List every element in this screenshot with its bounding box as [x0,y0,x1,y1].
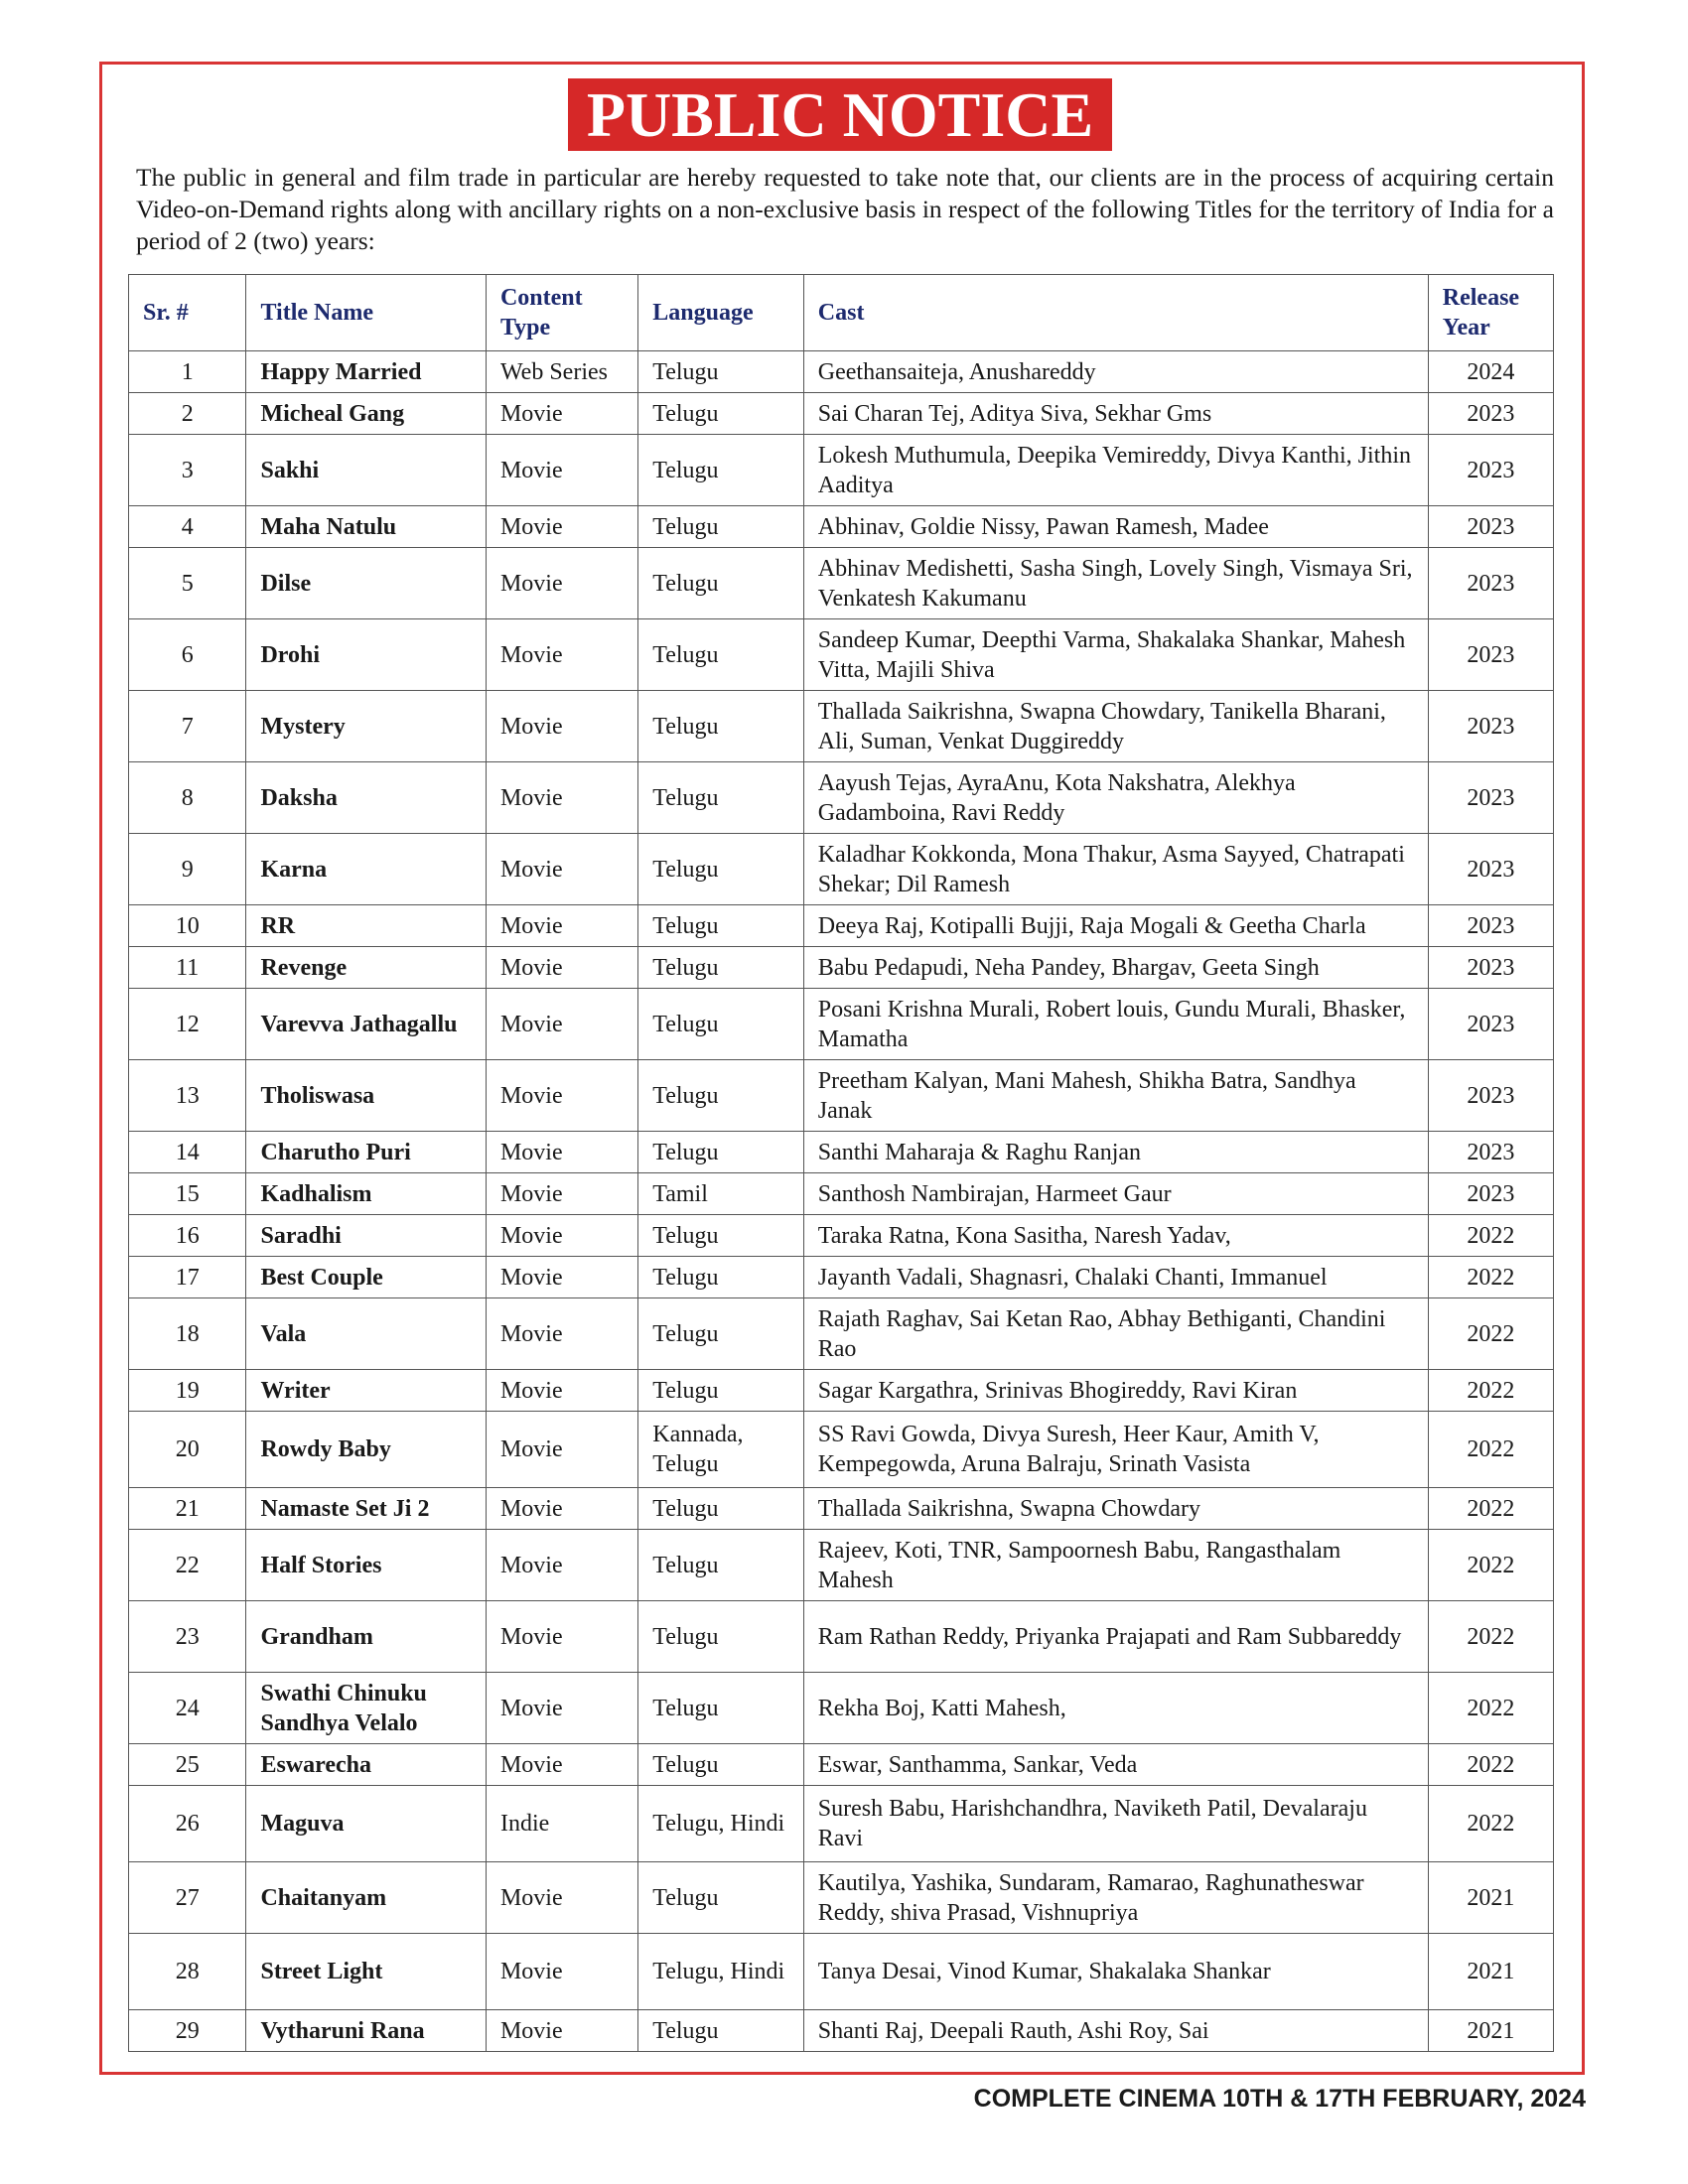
cell-cast: Posani Krishna Murali, Robert louis, Gundu Murali, Bhasker, Mamatha [803,989,1428,1060]
table-row [129,506,1554,548]
table-row [129,1257,1554,1298]
cell-content-type: Indie [486,1786,637,1862]
cell-cast: Taraka Ratna, Kona Sasitha, Naresh Yadav, [803,1215,1428,1257]
cell-cast: Rajeev, Koti, TNR, Sampoornesh Babu, Rangasthalam Mahesh [803,1530,1428,1601]
cell-language: Telugu [638,1370,804,1412]
cell-sr: 6 [129,619,246,691]
cell-title: Charutho Puri [246,1132,486,1173]
header-cast: Cast [803,275,1428,351]
cell-cast: Eswar, Santhamma, Sankar, Veda [803,1744,1428,1786]
cell-release-year: 2022 [1428,1215,1553,1257]
cell-sr: 20 [129,1412,246,1488]
cell-release-year: 2022 [1428,1786,1553,1862]
cell-language: Telugu, Hindi [638,1786,804,1862]
table-row [129,1601,1554,1673]
cell-cast: Abhinav, Goldie Nissy, Pawan Ramesh, Madee [803,506,1428,548]
cell-release-year: 2023 [1428,762,1553,834]
cell-release-year: 2022 [1428,1257,1553,1298]
cell-title: Micheal Gang [246,393,486,435]
table-row [129,762,1554,834]
notice-heading: PUBLIC NOTICE [568,78,1112,151]
notice-intro: The public in general and film trade in particular are hereby requested to take note that, our clients are in the process of acquiring certain Video-on-Demand rights along with ancillary rights on a non-exclusive basis in respect of the following Titles for the territory of India for a period of 2 (two) years: [136,163,1554,255]
cell-language: Telugu [638,435,804,506]
cell-sr: 1 [129,351,246,393]
cell-content-type: Web Series [486,351,637,393]
header-sr: Sr. # [129,275,246,351]
table-row [129,691,1554,762]
header-content-type: Content Type [486,275,637,351]
table-row [129,905,1554,947]
cell-sr: 10 [129,905,246,947]
cell-content-type: Movie [486,435,637,506]
table-row [129,619,1554,691]
cell-title: Chaitanyam [246,1862,486,1934]
cell-content-type: Movie [486,905,637,947]
cell-language: Telugu [638,1215,804,1257]
cell-title: Vala [246,1298,486,1370]
table-row [129,351,1554,393]
header-release-year: Release Year [1428,275,1553,351]
cell-language: Telugu [638,393,804,435]
cell-cast: Deeya Raj, Kotipalli Bujji, Raja Mogali & Geetha Charla [803,905,1428,947]
cell-content-type: Movie [486,1060,637,1132]
table-row [129,1786,1554,1862]
cell-sr: 23 [129,1601,246,1673]
table-row [129,989,1554,1060]
cell-language: Telugu [638,905,804,947]
table-header-row [129,275,1554,351]
cell-language: Telugu [638,1488,804,1530]
cell-sr: 9 [129,834,246,905]
cell-cast: Santhi Maharaja & Raghu Ranjan [803,1132,1428,1173]
cell-content-type: Movie [486,691,637,762]
cell-cast: Sagar Kargathra, Srinivas Bhogireddy, Ravi Kiran [803,1370,1428,1412]
table-body [129,351,1554,2052]
cell-cast: Aayush Tejas, AyraAnu, Kota Nakshatra, Alekhya Gadamboina, Ravi Reddy [803,762,1428,834]
cell-cast: Rekha Boj, Katti Mahesh, [803,1673,1428,1744]
cell-title: Kadhalism [246,1173,486,1215]
cell-content-type: Movie [486,548,637,619]
cell-title: Writer [246,1370,486,1412]
cell-language: Telugu [638,691,804,762]
cell-sr: 8 [129,762,246,834]
table-row [129,435,1554,506]
table-row [129,548,1554,619]
cell-release-year: 2023 [1428,435,1553,506]
cell-sr: 19 [129,1370,246,1412]
cell-release-year: 2023 [1428,1132,1553,1173]
cell-content-type: Movie [486,762,637,834]
table-row [129,1298,1554,1370]
cell-sr: 18 [129,1298,246,1370]
cell-content-type: Movie [486,989,637,1060]
cell-sr: 11 [129,947,246,989]
cell-title: Street Light [246,1934,486,2010]
cell-language: Telugu, Hindi [638,1934,804,2010]
cell-content-type: Movie [486,1370,637,1412]
cell-language: Telugu [638,1601,804,1673]
cell-cast: Sai Charan Tej, Aditya Siva, Sekhar Gms [803,393,1428,435]
cell-sr: 14 [129,1132,246,1173]
cell-cast: Kautilya, Yashika, Sundaram, Ramarao, Raghunatheswar Reddy, shiva Prasad, Vishnupriya [803,1862,1428,1934]
cell-language: Telugu [638,989,804,1060]
cell-cast: Santhosh Nambirajan, Harmeet Gaur [803,1173,1428,1215]
cell-sr: 15 [129,1173,246,1215]
cell-sr: 7 [129,691,246,762]
publication-footer: COMPLETE CINEMA 10TH & 17TH FEBRUARY, 2024 [973,2085,1586,2113]
cell-title: Best Couple [246,1257,486,1298]
cell-language: Telugu [638,1530,804,1601]
cell-cast: Preetham Kalyan, Mani Mahesh, Shikha Batra, Sandhya Janak [803,1060,1428,1132]
table-row [129,1412,1554,1488]
cell-title: Half Stories [246,1530,486,1601]
cell-sr: 3 [129,435,246,506]
table-row [129,1173,1554,1215]
cell-release-year: 2023 [1428,548,1553,619]
cell-title: Swathi Chinuku Sandhya Velalo [246,1673,486,1744]
cell-language: Telugu [638,548,804,619]
cell-language: Telugu [638,1257,804,1298]
table-row [129,834,1554,905]
cell-release-year: 2022 [1428,1488,1553,1530]
cell-cast: Sandeep Kumar, Deepthi Varma, Shakalaka Shankar, Mahesh Vitta, Majili Shiva [803,619,1428,691]
cell-release-year: 2021 [1428,1934,1553,2010]
cell-sr: 29 [129,2010,246,2052]
cell-content-type: Movie [486,1257,637,1298]
cell-cast: Kaladhar Kokkonda, Mona Thakur, Asma Sayyed, Chatrapati Shekar; Dil Ramesh [803,834,1428,905]
cell-sr: 2 [129,393,246,435]
cell-content-type: Movie [486,619,637,691]
cell-title: Maguva [246,1786,486,1862]
cell-title: Maha Natulu [246,506,486,548]
cell-release-year: 2023 [1428,506,1553,548]
cell-release-year: 2022 [1428,1370,1553,1412]
table-row [129,1488,1554,1530]
cell-language: Telugu [638,619,804,691]
cell-cast: Suresh Babu, Harishchandhra, Naviketh Patil, Devalaraju Ravi [803,1786,1428,1862]
cell-cast: Abhinav Medishetti, Sasha Singh, Lovely Singh, Vismaya Sri, Venkatesh Kakumanu [803,548,1428,619]
cell-content-type: Movie [486,1215,637,1257]
cell-title: Varevva Jathagallu [246,989,486,1060]
cell-content-type: Movie [486,1530,637,1601]
cell-release-year: 2023 [1428,947,1553,989]
cell-language: Telugu [638,834,804,905]
cell-release-year: 2022 [1428,1673,1553,1744]
cell-release-year: 2023 [1428,619,1553,691]
cell-sr: 13 [129,1060,246,1132]
cell-release-year: 2023 [1428,1060,1553,1132]
cell-sr: 26 [129,1786,246,1862]
cell-cast: Geethansaiteja, Anushareddy [803,351,1428,393]
cell-content-type: Movie [486,506,637,548]
cell-sr: 4 [129,506,246,548]
header-title: Title Name [246,275,486,351]
cell-sr: 24 [129,1673,246,1744]
cell-content-type: Movie [486,1298,637,1370]
cell-language: Telugu [638,762,804,834]
cell-title: Vytharuni Rana [246,2010,486,2052]
cell-release-year: 2022 [1428,1601,1553,1673]
cell-release-year: 2022 [1428,1744,1553,1786]
cell-language: Telugu [638,1060,804,1132]
cell-release-year: 2023 [1428,691,1553,762]
cell-sr: 21 [129,1488,246,1530]
cell-cast: Rajath Raghav, Sai Ketan Rao, Abhay Bethiganti, Chandini Rao [803,1298,1428,1370]
cell-title: Happy Married [246,351,486,393]
cell-sr: 12 [129,989,246,1060]
table-row [129,1370,1554,1412]
cell-sr: 27 [129,1862,246,1934]
cell-title: Karna [246,834,486,905]
cell-language: Telugu [638,506,804,548]
cell-content-type: Movie [486,1412,637,1488]
cell-content-type: Movie [486,393,637,435]
table-row [129,1744,1554,1786]
cell-sr: 17 [129,1257,246,1298]
cell-language: Telugu [638,1862,804,1934]
table-row [129,1060,1554,1132]
cell-content-type: Movie [486,1488,637,1530]
cell-release-year: 2024 [1428,351,1553,393]
table-row [129,1530,1554,1601]
cell-release-year: 2023 [1428,989,1553,1060]
cell-language: Telugu [638,1132,804,1173]
cell-release-year: 2023 [1428,905,1553,947]
cell-cast: SS Ravi Gowda, Divya Suresh, Heer Kaur, Amith V, Kempegowda, Aruna Balraju, Srinath Vasista [803,1412,1428,1488]
cell-release-year: 2023 [1428,834,1553,905]
cell-title: Tholiswasa [246,1060,486,1132]
cell-title: Dilse [246,548,486,619]
table-row [129,947,1554,989]
titles-table [128,274,1554,2052]
table-row [129,1215,1554,1257]
cell-sr: 5 [129,548,246,619]
cell-release-year: 2021 [1428,1862,1553,1934]
table-row [129,1862,1554,1934]
cell-language: Kannada, Telugu [638,1412,804,1488]
cell-content-type: Movie [486,1601,637,1673]
cell-content-type: Movie [486,834,637,905]
cell-sr: 25 [129,1744,246,1786]
cell-sr: 28 [129,1934,246,2010]
cell-content-type: Movie [486,1934,637,2010]
cell-language: Telugu [638,351,804,393]
cell-title: Mystery [246,691,486,762]
cell-content-type: Movie [486,1673,637,1744]
cell-content-type: Movie [486,1173,637,1215]
header-language: Language [638,275,804,351]
cell-cast: Thallada Saikrishna, Swapna Chowdary [803,1488,1428,1530]
cell-title: Sakhi [246,435,486,506]
cell-title: Eswarecha [246,1744,486,1786]
cell-title: RR [246,905,486,947]
cell-sr: 16 [129,1215,246,1257]
cell-release-year: 2023 [1428,1173,1553,1215]
table-row [129,1673,1554,1744]
cell-title: Daksha [246,762,486,834]
cell-language: Tamil [638,1173,804,1215]
cell-language: Telugu [638,2010,804,2052]
cell-release-year: 2022 [1428,1298,1553,1370]
cell-title: Revenge [246,947,486,989]
cell-title: Saradhi [246,1215,486,1257]
cell-title: Namaste Set Ji 2 [246,1488,486,1530]
cell-title: Drohi [246,619,486,691]
cell-cast: Jayanth Vadali, Shagnasri, Chalaki Chanti, Immanuel [803,1257,1428,1298]
table-row [129,2010,1554,2052]
cell-content-type: Movie [486,947,637,989]
cell-content-type: Movie [486,1862,637,1934]
cell-language: Telugu [638,1298,804,1370]
cell-cast: Lokesh Muthumula, Deepika Vemireddy, Divya Kanthi, Jithin Aaditya [803,435,1428,506]
cell-title: Rowdy Baby [246,1412,486,1488]
table-row [129,1132,1554,1173]
table-row [129,393,1554,435]
cell-language: Telugu [638,1673,804,1744]
cell-language: Telugu [638,947,804,989]
cell-content-type: Movie [486,1744,637,1786]
cell-language: Telugu [638,1744,804,1786]
cell-release-year: 2023 [1428,393,1553,435]
cell-content-type: Movie [486,1132,637,1173]
cell-release-year: 2022 [1428,1530,1553,1601]
table-row [129,1934,1554,2010]
cell-title: Grandham [246,1601,486,1673]
cell-cast: Tanya Desai, Vinod Kumar, Shakalaka Shankar [803,1934,1428,2010]
cell-cast: Shanti Raj, Deepali Rauth, Ashi Roy, Sai [803,2010,1428,2052]
cell-cast: Babu Pedapudi, Neha Pandey, Bhargav, Geeta Singh [803,947,1428,989]
cell-cast: Thallada Saikrishna, Swapna Chowdary, Tanikella Bharani, Ali, Suman, Venkat Duggireddy [803,691,1428,762]
cell-release-year: 2022 [1428,1412,1553,1488]
cell-cast: Ram Rathan Reddy, Priyanka Prajapati and Ram Subbareddy [803,1601,1428,1673]
cell-content-type: Movie [486,2010,637,2052]
cell-release-year: 2021 [1428,2010,1553,2052]
cell-sr: 22 [129,1530,246,1601]
